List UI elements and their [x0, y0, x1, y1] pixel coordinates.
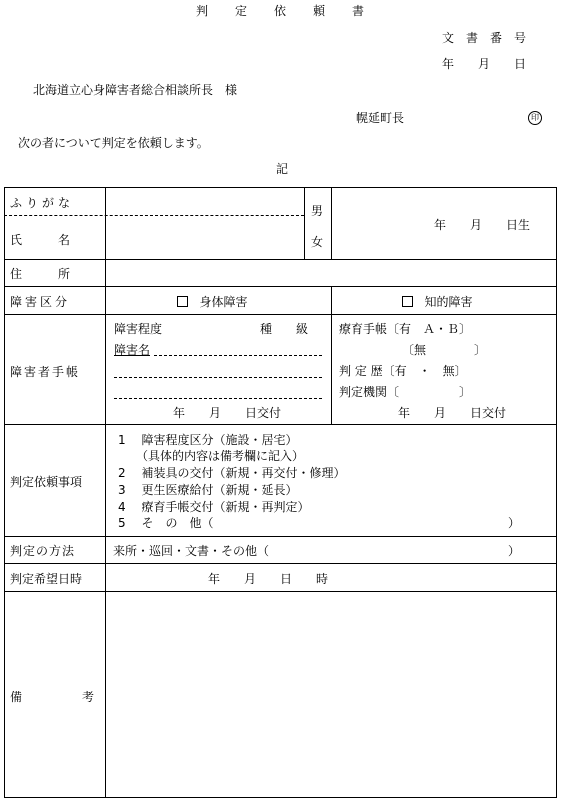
birth-date: 年 月 日生: [434, 218, 531, 232]
addressee: 北海道立心身障害者総合相談所長 様: [33, 83, 238, 97]
judgment-org: 判定機関〔 〕: [339, 385, 472, 399]
furigana-divider: [4, 215, 304, 216]
issue-date-left: 年 月 日交付: [173, 406, 282, 420]
column-divider: [331, 187, 332, 259]
seal-icon: 印: [528, 109, 542, 125]
sex-male[interactable]: 男: [311, 204, 324, 218]
request-item: 4 療育手帳交付（新規・再判定）: [118, 500, 310, 514]
request-close-paren: ）: [508, 516, 521, 530]
row-divider: [4, 286, 557, 287]
physical-checkbox[interactable]: [177, 293, 247, 310]
method-options: 来所・巡回・文書・その他（: [113, 544, 270, 558]
column-divider: [331, 286, 332, 424]
row-divider: [4, 259, 557, 260]
intellectual-label: 知的障害: [424, 295, 473, 309]
judgment-history: 判 定 歴〔有 ・ 無〕: [339, 364, 467, 378]
intro-text: 次の者について判定を依頼します。: [18, 136, 209, 150]
column-divider: [304, 187, 305, 259]
ryoiku-line1: 療育手帳〔有 Ａ・Ｂ〕: [339, 322, 472, 336]
ryoiku-line2: 〔無 〕: [402, 343, 487, 357]
row-divider: [4, 536, 557, 537]
request-form: [4, 187, 557, 798]
blank-line: [114, 398, 322, 399]
disability-type-label: 障害区分: [10, 295, 71, 309]
row-divider: [4, 563, 557, 564]
physical-label: 身体障害: [199, 295, 248, 309]
document-date: 年 月 日: [442, 57, 527, 71]
blank-line: [114, 377, 322, 378]
row-divider: [4, 314, 557, 315]
document-title: 判 定 依 頼 書: [195, 4, 365, 18]
document-number-label: 文 書 番 号: [442, 31, 527, 45]
degree-label: 障害程度: [114, 322, 163, 336]
sender: 幌延町長: [356, 111, 405, 125]
remarks-label: 備 考: [10, 690, 95, 704]
request-item: 5 そ の 他（: [118, 516, 214, 530]
row-divider: [4, 424, 557, 425]
disability-name-label: 障害名: [114, 343, 151, 357]
method-close-paren: ）: [508, 544, 521, 558]
request-label: 判定依頼事項: [10, 475, 83, 489]
handbook-label: 障害者手帳: [10, 365, 81, 379]
request-item: （具体的内容は備考欄に記入）: [130, 449, 305, 463]
request-item: 2 補装具の交付（新規・再交付・修理）: [118, 466, 346, 480]
issue-date-right: 年 月 日交付: [398, 406, 507, 420]
request-item: 1 障害程度区分（施設・居宅）: [118, 433, 298, 447]
address-label: 住 所: [10, 267, 71, 281]
grade-label: 種 級: [260, 322, 309, 336]
furigana-label: ふりがな: [10, 196, 75, 210]
remarks-field[interactable]: [106, 592, 556, 797]
date-wish-value: 年 月 日 時: [208, 572, 329, 586]
ki-heading: 記: [276, 162, 289, 176]
sex-female[interactable]: 女: [311, 235, 324, 249]
name-label: 氏 名: [10, 233, 71, 247]
request-item: 3 更生医療給付（新規・延長）: [118, 483, 298, 497]
method-label: 判定の方法: [10, 544, 76, 558]
intellectual-checkbox[interactable]: [402, 293, 472, 310]
disability-name-line: [154, 355, 322, 356]
date-wish-label: 判定希望日時: [10, 572, 83, 586]
